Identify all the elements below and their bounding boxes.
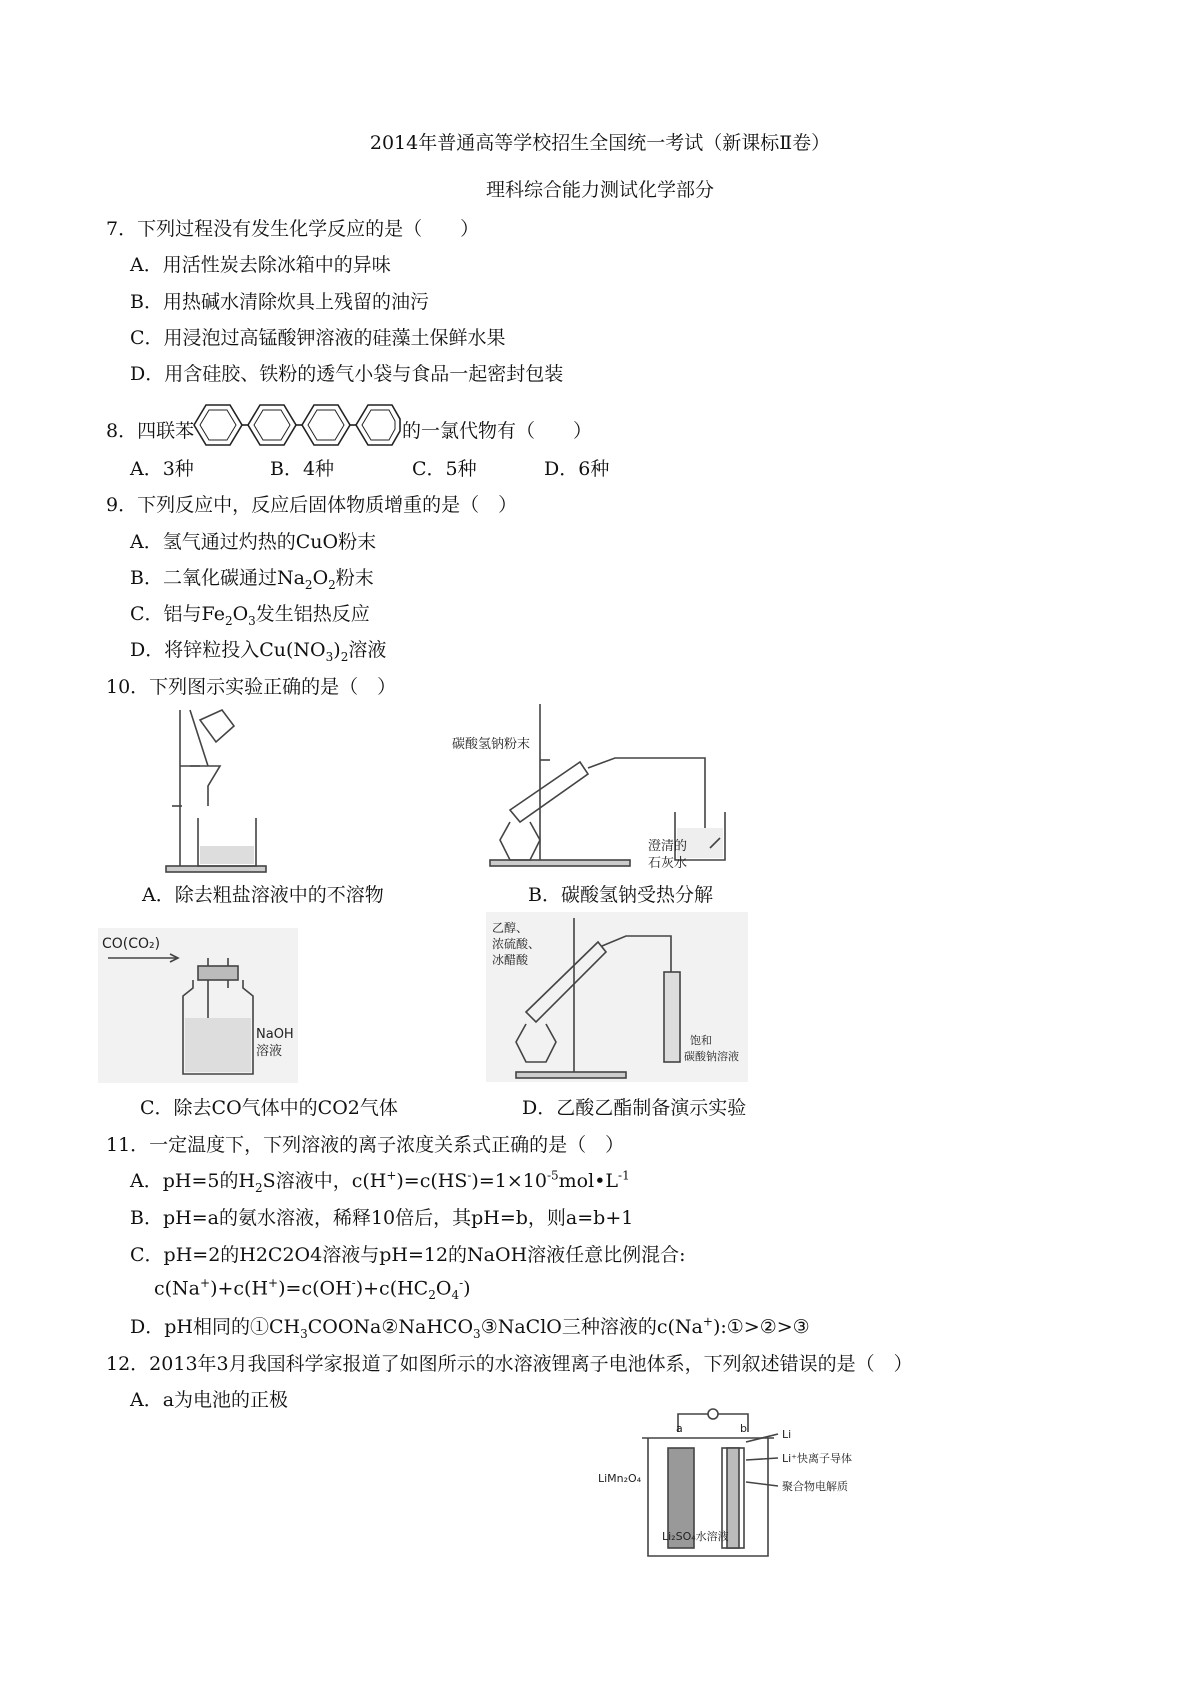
quaterphenyl-structure	[186, 393, 402, 457]
q10-caption-b: B．碳酸氢钠受热分解	[528, 884, 713, 906]
label-solution: Li₂SO₄水溶液	[662, 1530, 729, 1543]
filtration-apparatus-figure	[160, 706, 280, 874]
q11-option-c-equation: $c(Na^+)+c(H^+)=c(OH^-)+c(HC_2O_4^-)$	[154, 1276, 471, 1303]
q8-prefix: 8．四联苯	[106, 420, 195, 442]
label-reagent-3: 冰醋酸	[492, 953, 529, 967]
q7-option-b: B．用热碱水清除炊具上残留的油污	[130, 291, 429, 313]
q11-option-c: C．pH=2的H2C2O4溶液与pH=12的NaOH溶液任意比例混合:	[130, 1244, 686, 1266]
label-saturated: 饱和	[690, 1034, 712, 1047]
sodium-bicarbonate-heating-figure	[450, 700, 735, 875]
q11-option-a: A．pH=5的$H_2S$溶液中，$c(H^+)=c(HS^-)=1\times 10^{-5}mol•L^{-1}$	[130, 1168, 630, 1195]
label-naoh-2: 溶液	[256, 1044, 283, 1059]
exam-title: 2014年普通高等学校招生全国统一考试（新课标Ⅱ卷）	[369, 132, 831, 154]
q12-option-a: A．a为电池的正极	[130, 1389, 289, 1411]
q11-stem: 11．一定温度下，下列溶液的离子浓度关系式正确的是（ ）	[106, 1134, 625, 1156]
label-reagent-1: 乙醇、	[492, 921, 529, 935]
label-cathode: LiMn₂O₄	[598, 1472, 642, 1485]
label-powder: 碳酸氢钠粉末	[452, 737, 531, 752]
label-conductor: Li⁺快离子导体	[782, 1452, 852, 1465]
q8-option-c: C．5种	[412, 458, 477, 480]
exam-subtitle: 理科综合能力测试化学部分	[485, 179, 714, 201]
q10-caption-d: D．乙酸乙酯制备演示实验	[522, 1097, 747, 1119]
label-electrode-a: a	[676, 1422, 683, 1435]
label-naoh-1: NaOH	[256, 1027, 294, 1042]
q11-option-d: D．pH相同的$①CH_3COONa②NaHCO_3③NaClO$三种溶液的c(Na+):①>②>③	[130, 1314, 810, 1341]
label-sodium-carbonate: 碳酸钠溶液	[684, 1050, 739, 1063]
q10-caption-c: C．除去CO气体中的CO2气体	[140, 1097, 398, 1119]
label-reagent-2: 浓硫酸、	[492, 937, 541, 951]
q9-option-b: B．二氧化碳通过$Na_2O_2$粉末	[130, 567, 374, 592]
label-electrode-b: b	[740, 1422, 747, 1435]
label-limewater-2: 石灰水	[648, 856, 688, 871]
q8-option-a: A．3种	[130, 458, 194, 480]
q7-option-d: D．用含硅胶、铁粉的透气小袋与食品一起密封包装	[130, 363, 564, 385]
label-lithium: Li	[782, 1428, 792, 1441]
q10-stem: 10．下列图示实验正确的是（ ）	[106, 676, 397, 698]
q9-stem: 9．下列反应中，反应后固体物质增重的是（ ）	[106, 494, 518, 516]
q7-stem: 7．下列过程没有发生化学反应的是（ ）	[106, 218, 480, 240]
gas-washing-bottle-figure	[98, 928, 298, 1083]
q8-option-b: B．4种	[270, 458, 335, 480]
q9-option-c: C．铝与$Fe_2O_3$发生铝热反应	[130, 603, 370, 628]
lithium-battery-figure	[596, 1408, 866, 1560]
q11-option-b: B．pH=a的氨水溶液，稀释10倍后，其pH=b，则a=b+1	[130, 1207, 634, 1229]
q9-option-a: A．氢气通过灼热的CuO粉末	[130, 531, 377, 553]
q10-caption-a: A．除去粗盐溶液中的不溶物	[142, 884, 384, 906]
label-gas-inlet: CO(CO₂)	[102, 936, 161, 952]
label-polymer: 聚合物电解质	[782, 1480, 848, 1493]
ester-preparation-figure	[486, 912, 748, 1082]
q9-option-d: D．将锌粒投入$Cu(NO_3)_2$溶液	[130, 639, 387, 664]
q8-option-d: D．6种	[544, 458, 610, 480]
label-limewater-1: 澄清的	[648, 839, 688, 854]
q8-suffix: 的一氯代物有（ ）	[402, 420, 593, 442]
q7-option-a: A．用活性炭去除冰箱中的异味	[130, 254, 391, 276]
q12-stem: 12．2013年3月我国科学家报道了如图所示的水溶液锂离子电池体系，下列叙述错误的是（ ）	[106, 1353, 913, 1375]
q7-option-c: C．用浸泡过高锰酸钾溶液的硅藻土保鲜水果	[130, 327, 506, 349]
